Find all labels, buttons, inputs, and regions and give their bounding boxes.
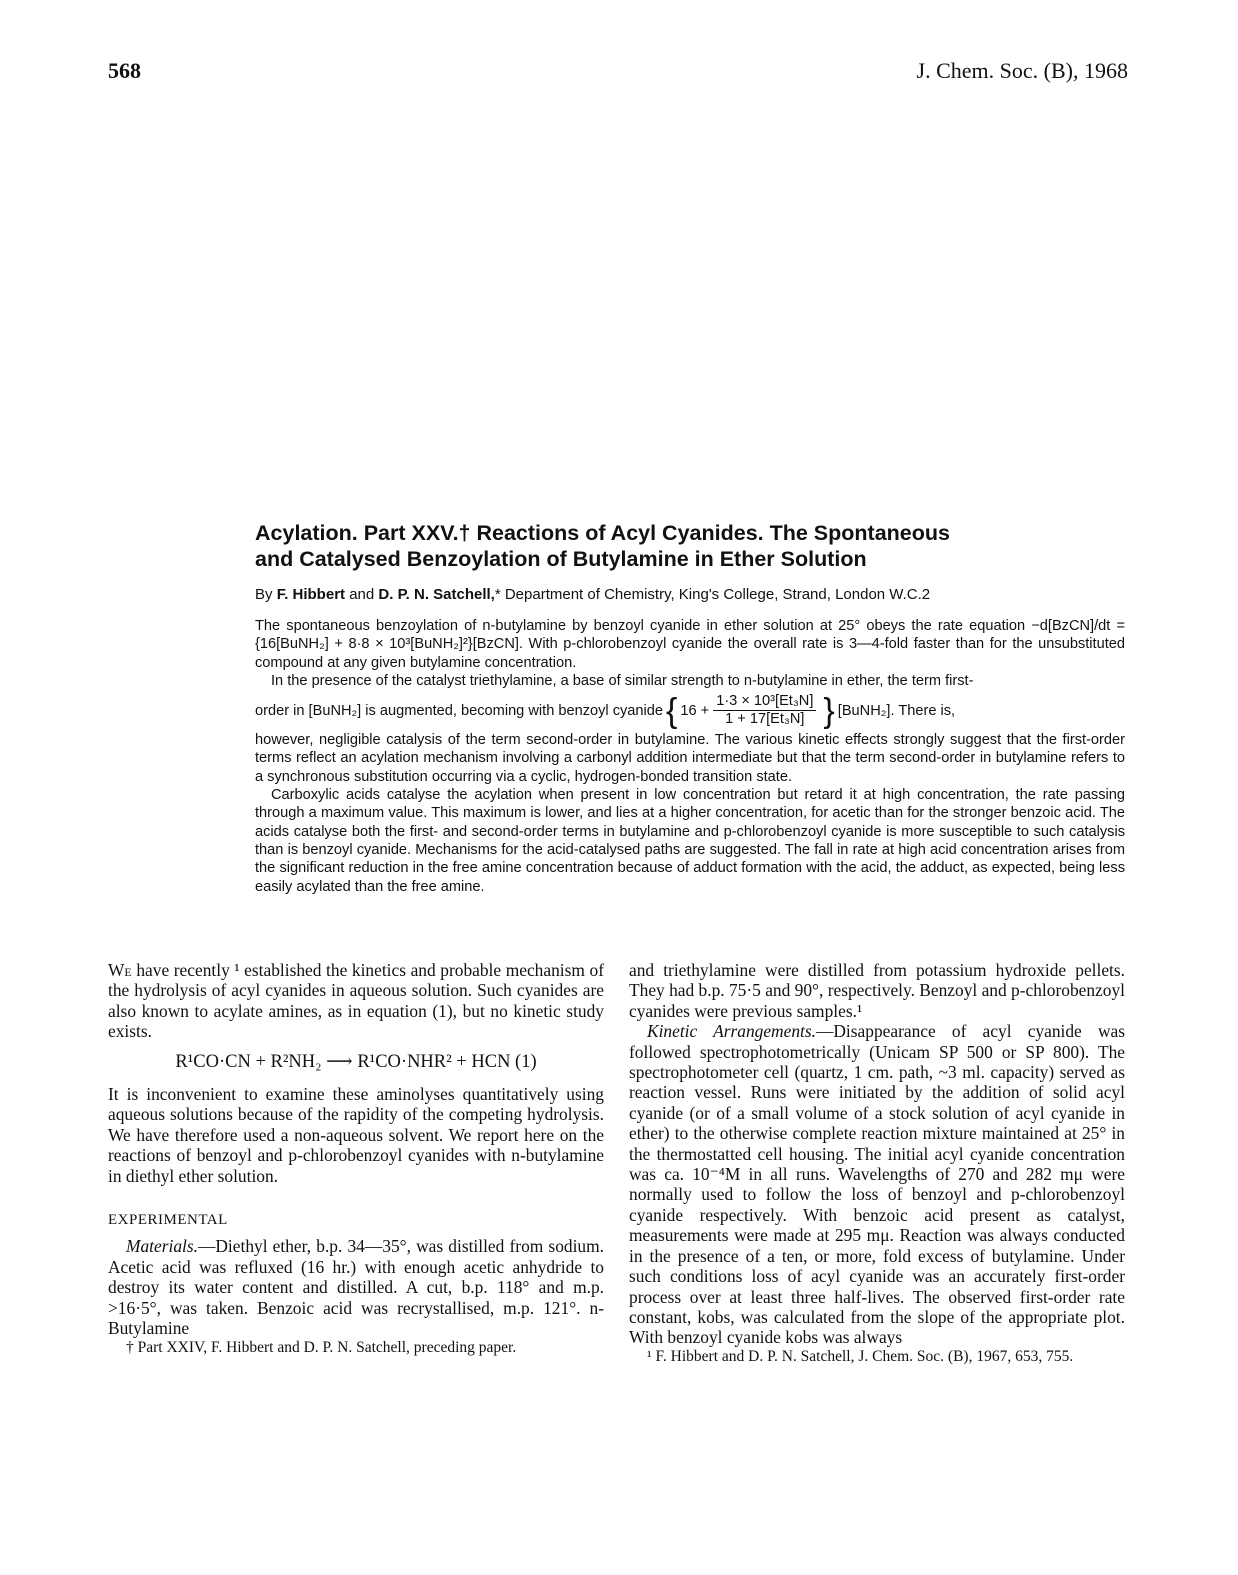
title-line-1: Acylation. Part XXV.† Reactions of Acyl Cyanides. The Spontaneous <box>255 521 950 545</box>
equation-constant: 16 + <box>680 702 710 719</box>
byline-and: and <box>345 586 379 603</box>
article-title <box>255 520 1125 572</box>
intro-paragraph-2: It is inconvenient to examine these aminolyses quantitatively using aqueous solutions because of the rapidity of the competing hydrolysis. We have therefore used a non-aqueous solvent. We report here on the reactions of benzoyl and p-chlorobenzoyl cyanides with n-butylamine in diethyl ether solution. <box>108 1084 604 1186</box>
materials-continued: and triethylamine were distilled from potassium hydroxide pellets. They had b.p. 75·5 and 90°, respectively. Benzoyl and p-chlorobenzoyl cyanides were previous samples.¹ <box>629 960 1125 1021</box>
footnote-1: ¹ F. Hibbert and D. P. N. Satchell, J. Chem. Soc. (B), 1967, 653, 755. <box>647 1347 1074 1365</box>
kinetic-paragraph <box>629 1021 1125 1348</box>
byline <box>255 586 1125 603</box>
kinetic-label: Kinetic Arrangements. <box>647 1021 816 1042</box>
page-number: 568 <box>108 58 141 83</box>
abstract-paragraph-2-start: In the presence of the catalyst triethylamine, a base of similar strength to n-butylamine in ether, the term first- <box>271 672 974 689</box>
abstract-paragraph-2-end: however, negligible catalysis of the term second-order in butylamine. The various kinetic effects strongly suggest that the first-order terms reflect an acylation mechanism involving a carbonyl addition intermediate but that the term second-order in butylamine refers to a synchronous substitution occurring via a cyclic, hydrogen-bonded transition state. <box>255 732 1125 785</box>
left-column <box>108 960 604 1357</box>
equation-suffix: [BuNH₂]. There is, <box>837 702 956 719</box>
abstract <box>255 617 1125 896</box>
materials-label: Materials. <box>126 1236 198 1257</box>
author-2: D. P. N. Satchell, <box>378 586 495 603</box>
equation-1: R¹CO·CN + R²NH₂ ⟶ R¹CO·NHR² + HCN (1) <box>175 1051 537 1072</box>
affiliation: * Department of Chemistry, King's College, Strand, London W.C.2 <box>494 586 931 603</box>
abstract-paragraph-1: The spontaneous benzoylation of n-butylamine by benzoyl cyanide in ether solution at 25° obeys the rate equation −d[BzCN]/dt = {16[BuNH₂] + 8·8 × 10³[BuNH₂]²}[BzCN]. With p-chlorobenzoyl cyanide the overall rate is 3—4-fold faster than for the unsubstituted compound at any given butylamine concentration. <box>255 618 1125 671</box>
section-heading-experimental: EXPERIMENTAL <box>108 1212 228 1229</box>
right-column <box>629 960 1125 1366</box>
title-line-2: and Catalysed Benzoylation of Butylamine in Ether Solution <box>255 547 867 571</box>
byline-prefix: By <box>255 586 277 603</box>
materials-text: —Diethyl ether, b.p. 34—35°, was distilled from sodium. Acetic acid was refluxed (16 hr.) with enough acetic anhydride to destroy its water content and distilled. A cut, b.p. 118° and m.p. >16·5°, was taken. Benzoic acid was recrystallised, m.p. 121°. n-Butylamine <box>108 1236 604 1339</box>
equation-open-brace: { <box>666 691 678 730</box>
intro-paragraph <box>108 960 604 1042</box>
equation-close-brace: } <box>823 691 835 730</box>
fraction-denominator: 1 + 17[Et₃N] <box>725 711 805 728</box>
journal-citation: J. Chem. Soc. (B), 1968 <box>916 58 1128 83</box>
intro-drop-word: We <box>108 960 132 980</box>
intro-text: have recently ¹ established the kinetics and probable mechanism of the hydrolysis of acyl cyanides in aqueous solution. Such cyanides are also known to acylate amines, as in equation (1), but no kinetic study exists. <box>108 960 604 1042</box>
equation-prefix: order in [BuNH₂] is augmented, becoming with benzoyl cyanide <box>255 702 664 719</box>
materials-paragraph <box>108 1236 604 1338</box>
fraction-numerator: 1·3 × 10³[Et₃N] <box>713 693 816 711</box>
abstract-paragraph-3: Carboxylic acids catalyse the acylation when present in low concentration but retard it at high concentration, the rate passing through a maximum value. This maximum is lower, and lies at a higher concentration, for acetic than for the stronger benzoic acid. The acids catalyse both the first- and second-order terms in butylamine and p-chlorobenzoyl cyanide is more susceptible to such catalysis than is benzoyl cyanide. Mechanisms for the acid-catalysed paths are suggested. The fall in rate at high acid concentration arises from the significant reduction in the free amine concentration because of adduct formation with the acid, the adduct, as expected, being less easily acylated than the free amine. <box>255 787 1125 895</box>
equation-fraction <box>713 693 816 728</box>
rate-equation-line <box>255 693 1125 728</box>
footnote-dagger: † Part XXIV, F. Hibbert and D. P. N. Satchell, preceding paper. <box>126 1338 517 1356</box>
author-1: F. Hibbert <box>276 586 346 603</box>
kinetic-text: —Disappearance of acyl cyanide was followed spectrophotometrically (Unicam SP 500 or SP 800). The spectrophotometer cell (quartz, 1 cm. path, ~3 ml. capacity) served as reaction vessel. Runs were initiated by the addition of solid acyl cyanide (or of a small volume of a stock solution of acyl cyanide in ether) to the otherwise complete reaction mixture maintained at 25° in the thermostatted cell housing. The initial acyl cyanide concentration was ca. 10⁻⁴M in all runs. Wavelengths of 270 and 282 mμ were normally used to follow the loss of benzoyl and p-chlorobenzoyl cyanide respectively. With benzoic acid present as catalyst, measurements were made at 295 mμ. Reaction was always conducted in the presence of a ten, or more, fold excess of butylamine. Under such conditions loss of acyl cyanide was an accurately first-order process over at least three half-lives. The observed first-order rate constant, kobs, was calculated from the slope of the appropriate plot. With benzoyl cyanide kobs was always <box>629 1021 1125 1348</box>
